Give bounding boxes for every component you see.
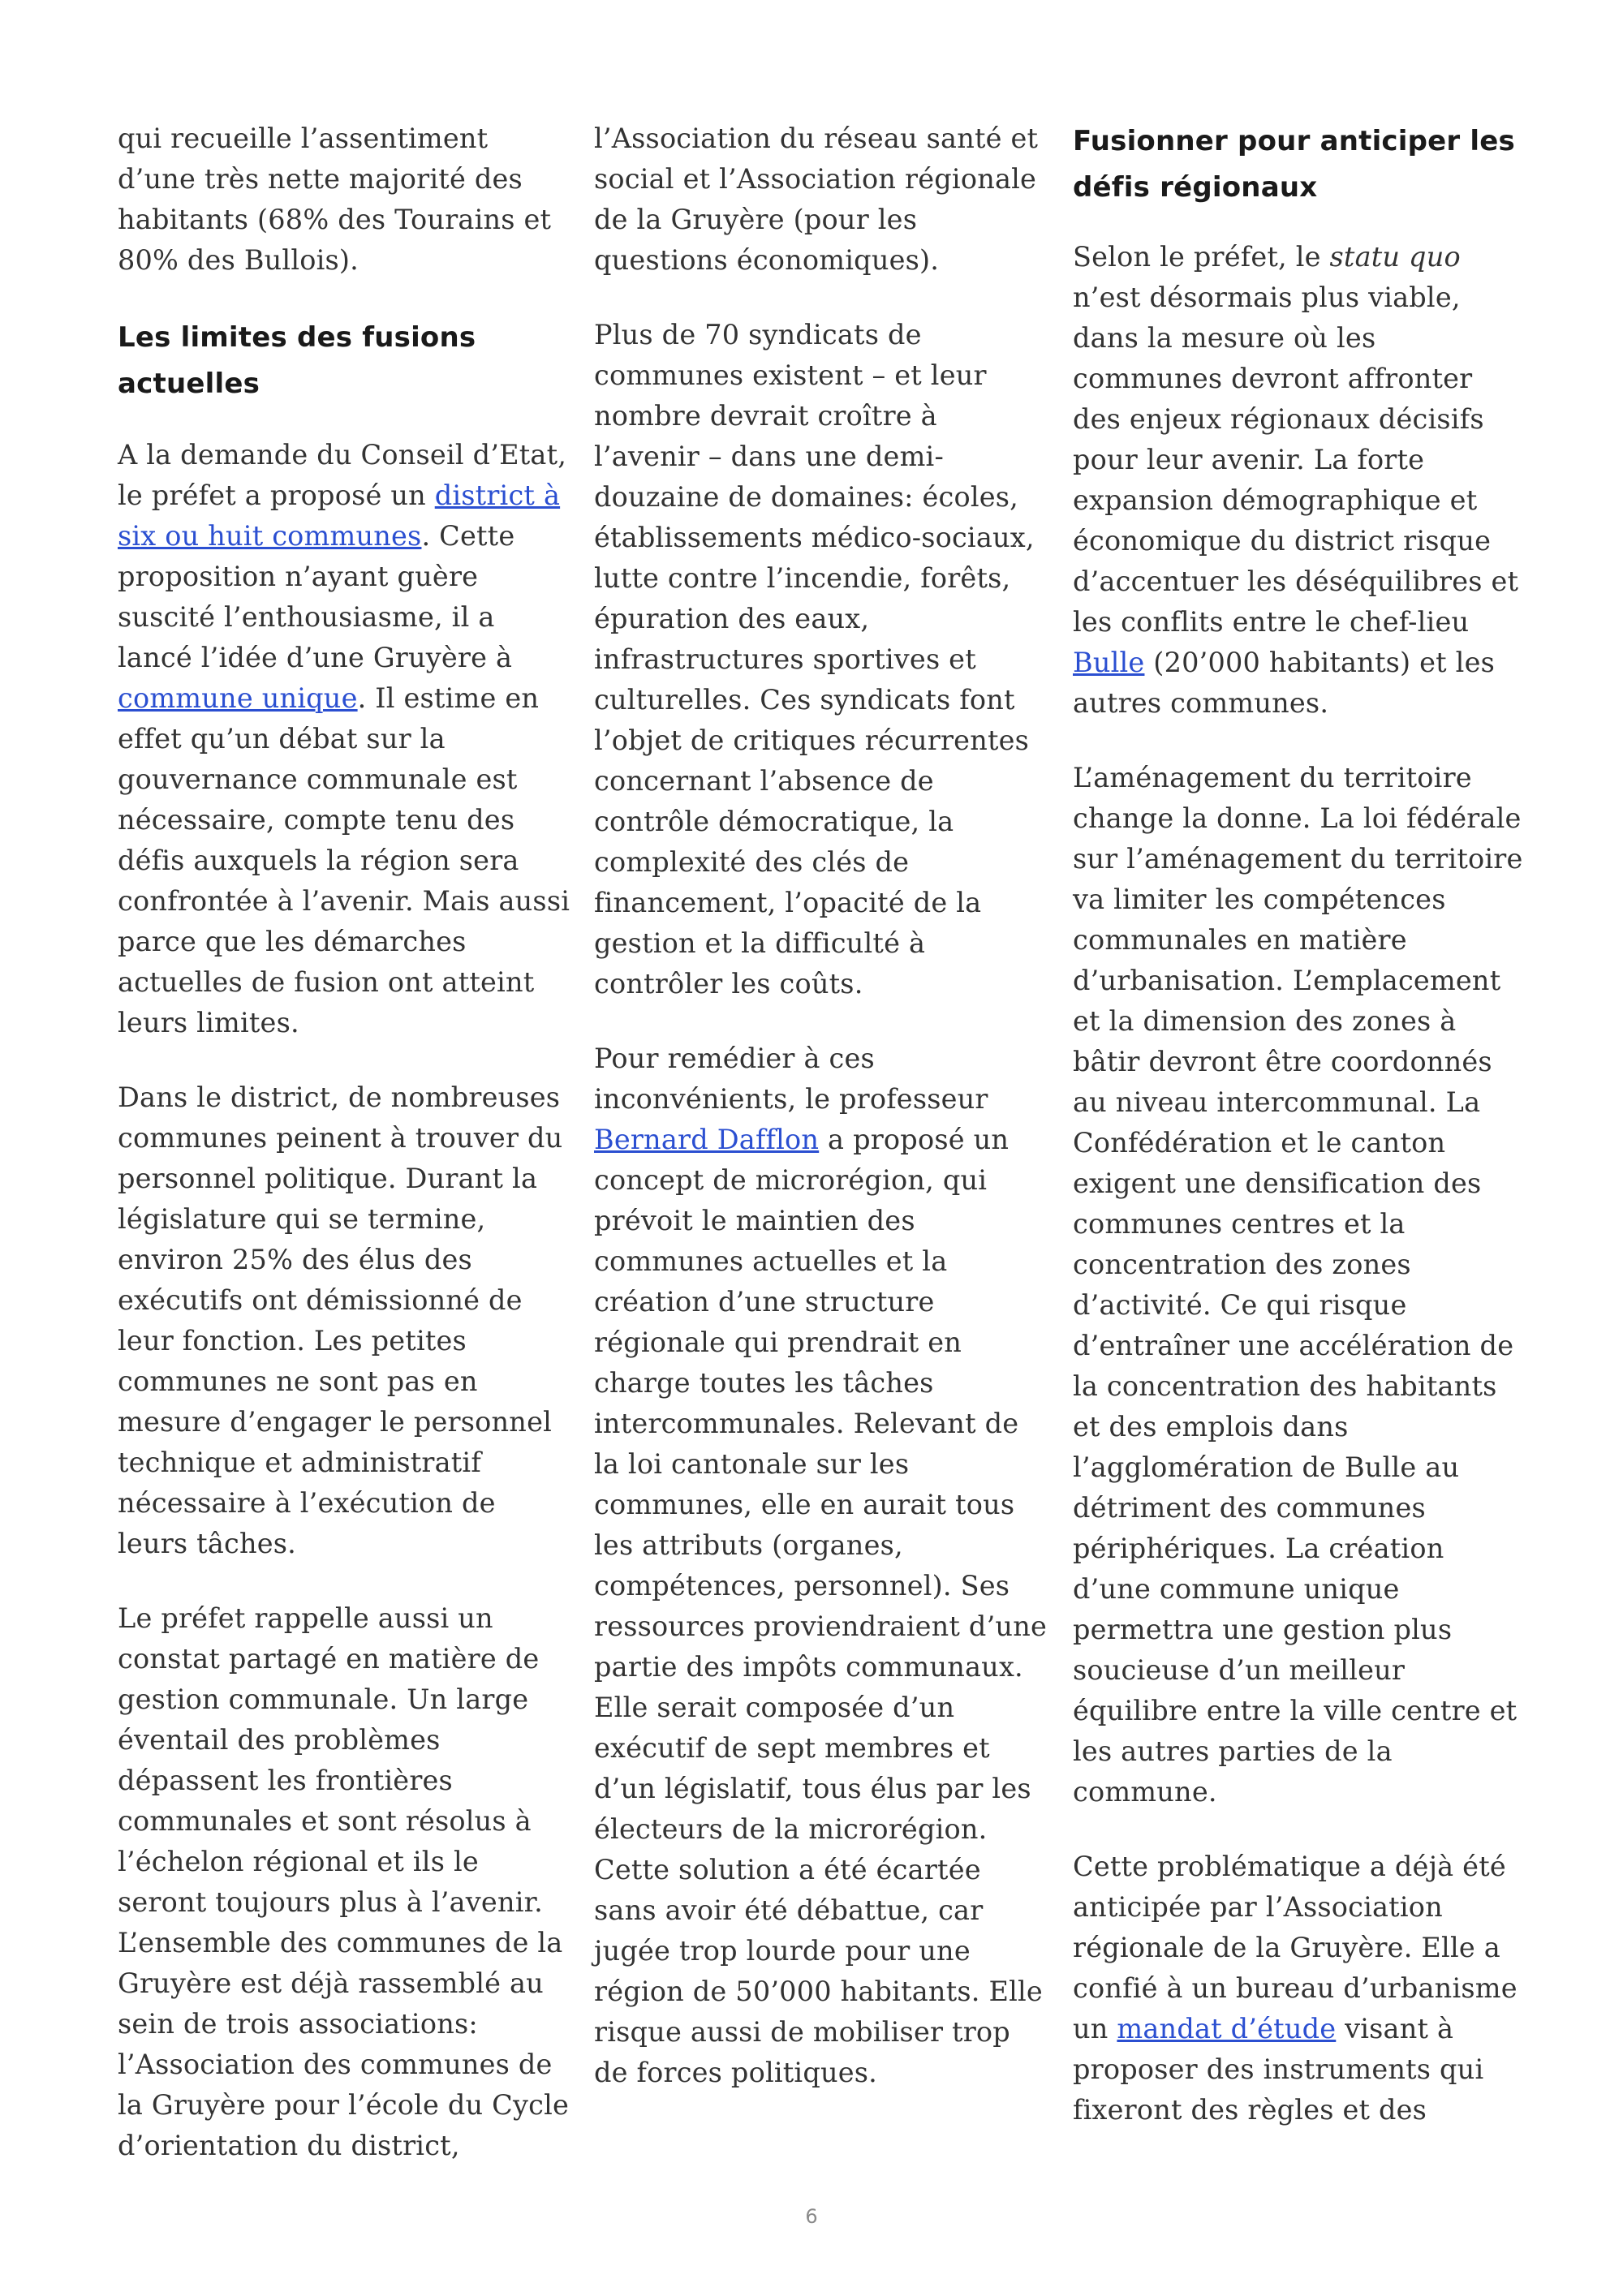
paragraph: Cette problématique a déjà été anticipée par l’Association régionale de la Gruyère. Elle a confié à un bureau d’urbanisme un mandat d’étude visant à proposer des instruments qui fixeront des règles et des bbox=[1073, 1851, 1518, 2126]
paragraph: l’Association du réseau santé et social et l’Association régionale de la Gruyère (pour les questions économiques). bbox=[594, 123, 1039, 276]
section-heading-limites: Les limites des fusions actuelles bbox=[118, 321, 476, 400]
paragraph: Selon le préfet, le statu quo n’est désormais plus viable, dans la mesure où les communes devront affronter des enjeux régionaux décisifs pour leur avenir. La forte expansion démographique et économique du district risque d’accentuer les déséquilibres et les conflits entre le chef-lieu Bulle (20’000 habitants) et les autres communes. bbox=[1073, 241, 1519, 719]
column-3 bbox=[1073, 118, 1527, 2165]
paragraph: Pour remédier à ces inconvénients, le professeur Bernard Dafflon a proposé un concept de microrégion, qui prévoit le maintien des communes actuelles et la création d’une structure régionale qui prendrait en charge toutes les tâches intercommunales. Relevant de la loi cantonale sur les communes, elle en aurait tous les attributs (organes, compétences, personnel). Ses ressources proviendraient d’une partie des impôts communaux. Elle serait composée d’un exécutif de sept membres et d’un législatif, tous élus par les électeurs de la microrégion. Cette solution a été écartée sans avoir été débattue, car jugée trop lourde pour une région de 50’000 habitants. Elle risque aussi de mobiliser trop de forces politiques. bbox=[594, 1043, 1048, 2088]
paragraph: Le préfet rappelle aussi un constat partagé en matière de gestion communale. Un large éventail des problèmes dépassent les frontières communales et sont résolus à l’échelon régional et ils le seront toujours plus à l’avenir. L’ensemble des communes de la Gruyère est déjà rassemblé au sein de trois associations: l’Association des communes de la Gruyère pour l’école du Cycle d’orientation du district, bbox=[118, 1602, 570, 2161]
paragraph: L’aménagement du territoire change la donne. La loi fédérale sur l’aménagement du territoire va limiter les compétences communales en matière d’urbanisation. L’emplacement et la dimension des zones à bâtir devront être coordonnés au niveau intercommunal. La Confédération et le canton exigent une densification des communes centres et la concentration des zones d’activité. Ce qui risque d’entraîner une accélération de la concentration des habitants et des emplois dans l’agglomération de Bulle au détriment des communes périphériques. La création d’une commune unique permettra une gestion plus soucieuse d’un meilleur équilibre entre la ville centre et les autres parties de la commune. bbox=[1073, 762, 1523, 1808]
page-number: 6 bbox=[805, 2205, 818, 2228]
link-bulle[interactable]: Bulle bbox=[1073, 647, 1145, 678]
link-commune-unique[interactable]: commune unique bbox=[118, 682, 358, 714]
section-heading-fusionner: Fusionner pour anticiper les défis régionaux bbox=[1073, 125, 1515, 204]
paragraph: Dans le district, de nombreuses communes peinent à trouver du personnel politique. Durant la législature qui se termine, environ 25% des élus des exécutifs ont démissionné de leur fonction. Les petites communes ne sont pas en mesure d’engager le personnel technique et administratif nécessaire à l’exécution de leurs tâches. bbox=[118, 1081, 563, 1559]
paragraph: qui recueille l’assentiment d’une très nette majorité des habitants (68% des Tourains et 80% des Bullois). bbox=[118, 123, 552, 276]
link-district[interactable]: district à six ou huit communes bbox=[118, 479, 561, 552]
paragraph: Plus de 70 syndicats de communes existent – et leur nombre devrait croître à l’avenir – dans une demi-douzaine de domaines: écoles, établissements médico-sociaux, lutte contre l’incendie, forêts, épuration des eaux, infrastructures sportives et culturelles. Ces syndicats font l’objet de critiques récurrentes concernant l’absence de contrôle démocratique, la complexité des clés de financement, l’opacité de la gestion et la difficulté à contrôler les coûts. bbox=[594, 319, 1035, 1000]
column-1 bbox=[118, 118, 572, 2200]
column-2 bbox=[594, 118, 1048, 2127]
paragraph: A la demande du Conseil d’Etat, le préfet a proposé un district à six ou huit communes. Cette proposition n’ayant guère suscité l’enthousiasme, il a lancé l’idée d’une Gruyère à commune unique. Il estime en effet qu’un débat sur la gouvernance communale est nécessaire, compte tenu des défis auxquels la région sera confrontée à l’avenir. Mais aussi parce que les démarches actuelles de fusion ont atteint leurs limites. bbox=[118, 439, 570, 1038]
link-bernard-dafflon[interactable]: Bernard Dafflon bbox=[594, 1124, 820, 1155]
statu-quo: statu quo bbox=[1329, 241, 1461, 273]
link-mandat-etude[interactable]: mandat d’étude bbox=[1117, 2013, 1337, 2044]
